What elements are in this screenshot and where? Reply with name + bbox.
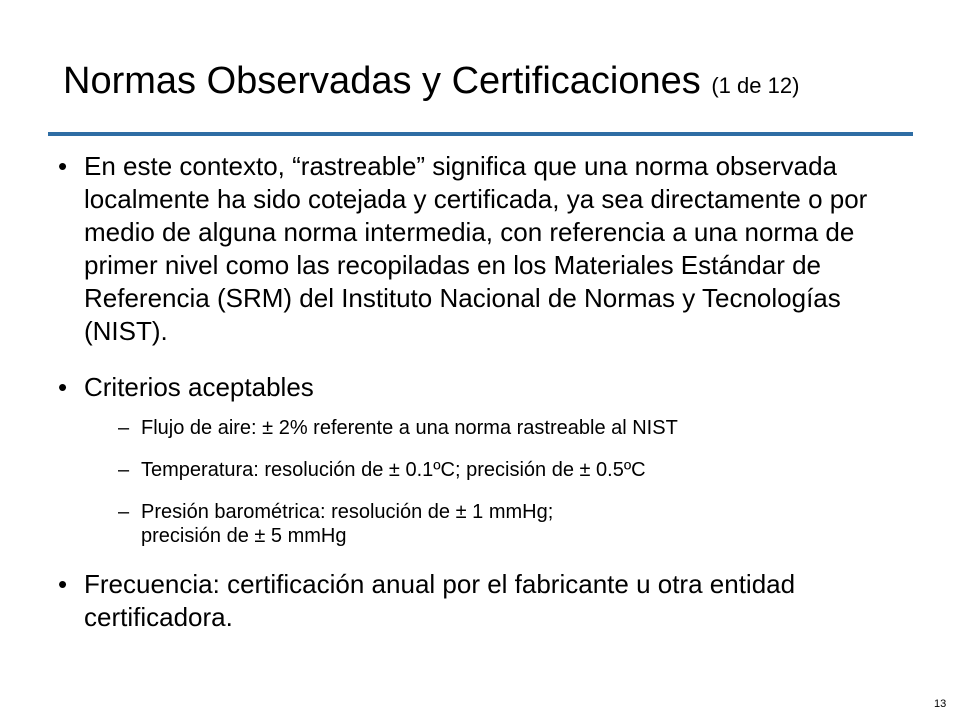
criteria-item-pressure	[118, 500, 918, 548]
sub-bullet-marker: –	[118, 417, 130, 439]
page-number: 13	[934, 698, 947, 710]
slide-title	[63, 58, 799, 109]
bullet-acceptable-criteria	[58, 371, 918, 404]
criteria-list	[118, 416, 918, 548]
slide-title-counter: (1 de 12)	[711, 73, 800, 98]
bullet-text: Criterios aceptables	[84, 372, 314, 402]
bullet-marker: •	[58, 151, 68, 181]
criteria-text: Temperatura: resolución de ± 0.1ºC; precisión de ± 0.5ºC	[141, 459, 646, 481]
criteria-item-airflow	[118, 416, 918, 440]
criteria-text-line-1: Presión barométrica: resolución de ± 1 mmHg;	[141, 501, 554, 523]
bullet-text: Frecuencia: certificación anual por el fabricante u otra entidad certificadora.	[84, 569, 796, 632]
criteria-text: Flujo de aire: ± 2% referente a una norma rastreable al NIST	[141, 417, 678, 439]
bullet-frequency	[58, 568, 918, 634]
slide-title-main: Normas Observadas y Certificaciones	[63, 60, 701, 102]
bullet-text: En este contexto, “rastreable” significa que una norma observada localmente ha sido cotejada y certificada, ya sea directamente o por medio de alguna norma intermedia, con referencia a una norma de primer nivel como las recopiladas en los Materiales Estándar de Referencia (SRM) del Instituto Nacional de Normas y Tecnologías (NIST).	[84, 151, 868, 346]
sub-bullet-marker: –	[118, 501, 130, 523]
bullet-marker: •	[58, 569, 68, 599]
criteria-item-temperature	[118, 458, 918, 482]
bullet-marker: •	[58, 372, 68, 402]
criteria-text-line-2: precisión de ± 5 mmHg	[141, 525, 347, 547]
slide-body	[58, 150, 918, 634]
title-underline	[48, 132, 913, 136]
sub-bullet-marker: –	[118, 459, 130, 481]
bullet-traceable-definition	[58, 150, 918, 348]
